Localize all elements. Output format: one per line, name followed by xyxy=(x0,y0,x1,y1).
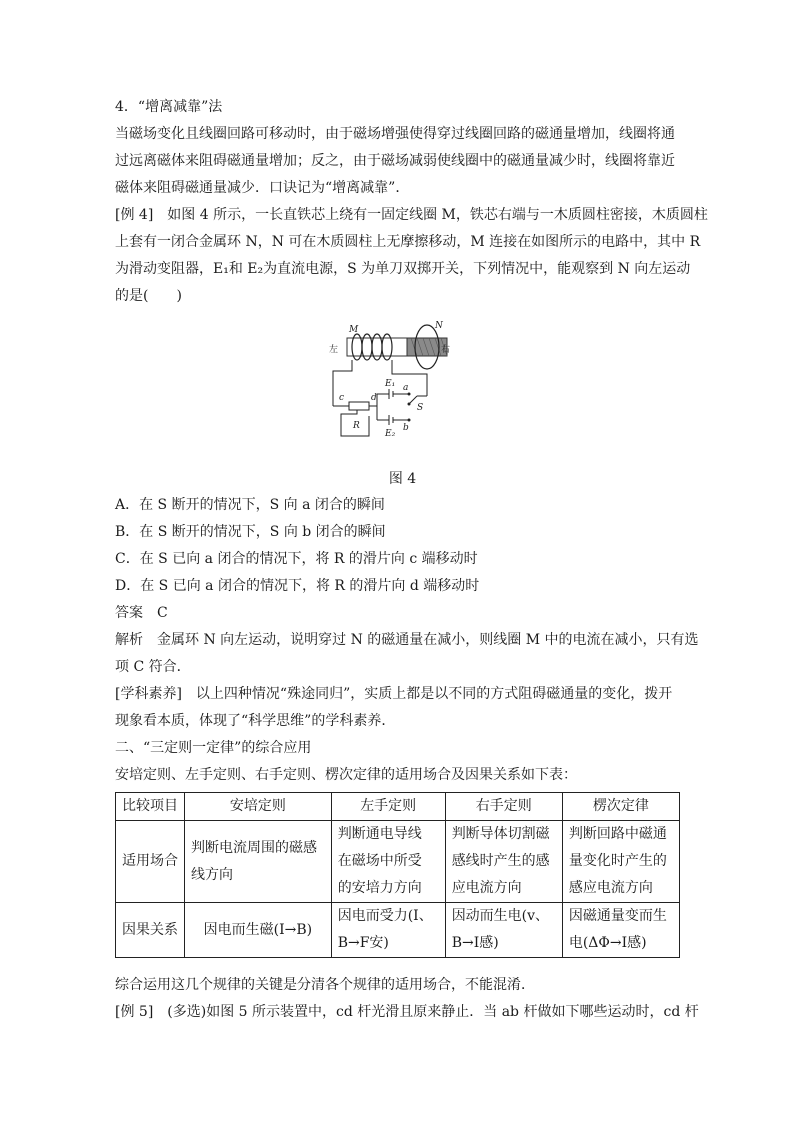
cell-line: 因电而受力(I、 xyxy=(337,908,433,924)
label-m: M xyxy=(349,325,359,335)
iron-core xyxy=(347,338,407,356)
option-b: B．在 S 断开的情况下，S 向 b 闭合的瞬间 xyxy=(115,524,386,540)
table-row xyxy=(116,903,680,958)
cell-line: 感线时产生的感 xyxy=(451,853,550,869)
label-a: a xyxy=(403,383,409,393)
document-page xyxy=(115,94,708,1026)
option-d: D．在 S 已向 a 闭合的情况下，将 R 的滑片向 d 端移动时 xyxy=(115,578,480,594)
table-header: 楞次定律 xyxy=(562,793,679,821)
table-header: 左手定则 xyxy=(331,793,445,821)
section2-intro: 安培定则、左手定则、右手定则、楞次定律的适用场合及因果关系如下表： xyxy=(115,767,577,783)
table-cell xyxy=(185,903,332,958)
cell-line: 判断回路中磁通 xyxy=(568,826,667,842)
label-r: R xyxy=(353,421,360,431)
section4-line-1: 当磁场变化且线圈回路可移动时，由于磁场增强使得穿过线圈回路的磁通量增加，线圈将通 xyxy=(115,126,675,142)
literacy-line-2: 现象看本质，体现了“科学思维”的学科素养． xyxy=(115,713,396,729)
cell-line: 因磁通量变而生 xyxy=(568,908,667,924)
example4-line-3: 为滑动变阻器，E₁和 E₂为直流电源，S 为单刀双掷开关，下列情况中，能观察到 N 向左运动 xyxy=(115,261,691,277)
circuit-diagram xyxy=(325,316,455,466)
figure-caption: 图 4 xyxy=(388,471,417,487)
cell-line: 判断导体切割磁 xyxy=(451,826,550,842)
cell-line: B→F安) xyxy=(337,935,389,951)
example5-line-1: [例 5] (多选)如图 5 所示装置中，cd 杆光滑且原来静止．当 ab 杆做如下哪些运动时，cd 杆 xyxy=(115,1004,699,1020)
table-cell xyxy=(562,821,679,903)
label-c: c xyxy=(339,393,345,403)
example4-line-2: 上套有一闭合金属环 N，N 可在木质圆柱上无摩擦移动，M 连接在如图所示的电路中，其中 R xyxy=(115,234,701,250)
row-label: 适用场合 xyxy=(116,821,185,903)
label-b: b xyxy=(403,423,409,433)
cell-line: 量变化时产生的 xyxy=(568,853,667,869)
table-row xyxy=(116,821,680,903)
label-left: 左 xyxy=(329,345,339,355)
row-label: 因果关系 xyxy=(116,903,185,958)
cell-line: 的安培力方向 xyxy=(337,880,422,896)
cell-line: 线方向 xyxy=(191,866,233,883)
literacy-line-1: [学科素养] 以上四种情况“殊途同归”，实质上都是以不同的方式阻碍磁通量的变化，拨开 xyxy=(115,686,673,702)
option-a: A．在 S 断开的情况下，S 向 a 闭合的瞬间 xyxy=(115,497,385,513)
cell-line: 在磁场中所受 xyxy=(337,853,422,869)
analysis-line-1: 解析 金属环 N 向左运动，说明穿过 N 的磁通量在减小，则线圈 M 中的电流在减小，只有选 xyxy=(115,632,699,648)
analysis-line-2: 项 C 符合． xyxy=(115,659,191,675)
table-cell xyxy=(331,903,445,958)
cell-line: 判断通电导线 xyxy=(337,826,422,842)
table-cell xyxy=(185,821,332,903)
section4-line-2: 过远离磁体来阻碍磁通量增加；反之，由于磁场减弱使线圈中的磁通量减少时，线圈将靠近 xyxy=(115,153,675,169)
cell-line: 判断电流周围的磁感 xyxy=(191,839,317,856)
cell-line: B→I感) xyxy=(451,935,499,951)
label-s: S xyxy=(417,403,424,413)
table-cell xyxy=(445,821,562,903)
option-c: C．在 S 已向 a 闭合的情况下，将 R 的滑片向 c 端移动时 xyxy=(115,551,478,567)
table-header: 右手定则 xyxy=(445,793,562,821)
section2-heading: 二、“三定则一定律”的综合应用 xyxy=(115,740,312,756)
label-right: 右 xyxy=(441,345,451,355)
table-cell xyxy=(562,903,679,958)
cell-line: 因动而生电(v、 xyxy=(451,908,550,924)
cell-line: 电(ΔΦ→I感) xyxy=(568,935,647,951)
table-cell xyxy=(331,821,445,903)
circuit-wires xyxy=(333,360,427,436)
answer: 答案 C xyxy=(115,605,168,621)
example4-line-4: 的是( ) xyxy=(115,288,182,304)
cell-line: 应电流方向 xyxy=(451,880,522,896)
table-header: 安培定则 xyxy=(185,793,332,821)
label-d: d xyxy=(371,393,377,403)
rules-comparison-table xyxy=(115,792,680,958)
cell-line: 因电而生磁(I→B) xyxy=(203,921,313,938)
section4-heading: 4．“增离减靠”法 xyxy=(115,99,223,115)
figure-4 xyxy=(115,316,680,466)
table-header: 比较项目 xyxy=(116,793,185,821)
label-e1: E₁ xyxy=(385,379,396,389)
label-n: N xyxy=(435,321,443,331)
label-e2: E₂ xyxy=(385,429,396,439)
example4-line-1: [例 4] 如图 4 所示，一长直铁芯上绕有一固定线圈 M，铁芯右端与一木质圆柱密接，木质圆柱 xyxy=(115,207,708,223)
section4-line-3: 磁体来阻碍磁通量减少．口诀记为“增离减靠”． xyxy=(115,180,410,196)
table-cell xyxy=(445,903,562,958)
cell-line: 感应电流方向 xyxy=(568,880,653,896)
closing-text: 综合运用这几个规律的关键是分清各个规律的适用场合，不能混淆． xyxy=(115,977,535,993)
table-header-row xyxy=(116,793,680,821)
